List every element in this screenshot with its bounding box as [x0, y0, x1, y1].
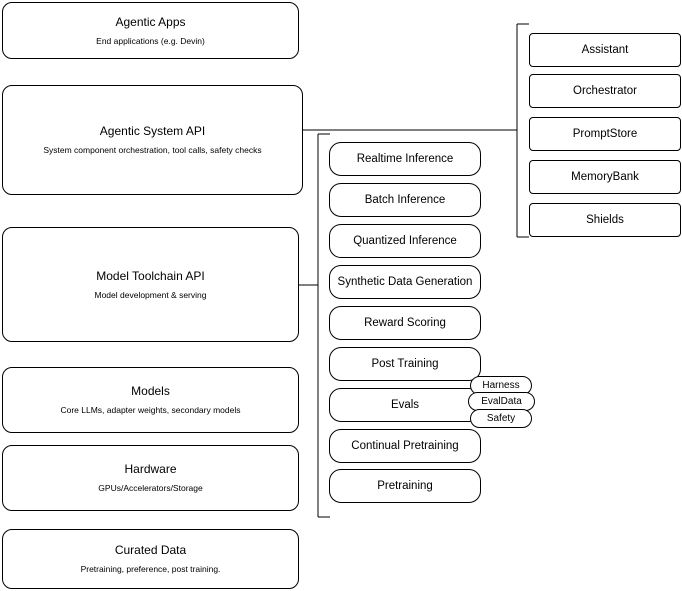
layer-title: Curated Data — [114, 543, 187, 557]
component-realtime-inference[interactable] — [329, 142, 481, 176]
component-label: Shields — [586, 214, 624, 226]
component-label: Batch Inference — [364, 194, 446, 206]
layer-subtitle: GPUs/Accelerators/Storage — [98, 483, 203, 493]
stack-layer-agentic-system-api[interactable] — [2, 85, 303, 195]
layer-subtitle: Model development & serving — [94, 289, 207, 300]
component-pretraining[interactable] — [329, 469, 481, 503]
layer-subtitle: System component orchestration, tool calls, safety checks — [43, 145, 262, 155]
stack-layer-curated-data[interactable] — [2, 529, 299, 589]
stack-layer-models[interactable] — [2, 367, 299, 433]
layer-subtitle: Pretraining, preference, post training. — [80, 564, 221, 574]
layer-title: Agentic Apps — [115, 14, 186, 29]
component-label: Safety — [486, 413, 516, 424]
component-label: Post Training — [371, 358, 439, 370]
component-reward-scoring[interactable] — [329, 306, 481, 340]
component-assistant[interactable] — [529, 33, 681, 67]
component-batch-inference[interactable] — [329, 183, 481, 217]
component-label: Continual Pretraining — [351, 440, 459, 452]
component-continual-pretraining[interactable] — [329, 429, 481, 463]
layer-subtitle: Core LLMs, adapter weights, secondary models — [60, 405, 241, 415]
component-memorybank[interactable] — [529, 160, 681, 194]
component-evals[interactable] — [329, 388, 481, 422]
component-promptstore[interactable] — [529, 117, 681, 151]
component-label: Reward Scoring — [364, 317, 446, 329]
component-label: PromptStore — [572, 128, 638, 140]
layer-title: Models — [131, 384, 170, 398]
component-label: Harness — [482, 380, 520, 391]
stack-layer-model-toolchain-api[interactable] — [2, 227, 299, 342]
layer-subtitle: End applications (e.g. Devin) — [96, 35, 205, 46]
component-label: Assistant — [581, 44, 629, 56]
component-label: Pretraining — [377, 480, 433, 492]
layer-title: Model Toolchain API — [96, 268, 205, 283]
layer-title: Agentic System API — [99, 124, 206, 138]
component-label: Evals — [390, 399, 420, 411]
component-shields[interactable] — [529, 203, 681, 237]
component-safety[interactable] — [470, 409, 532, 428]
stack-layer-hardware[interactable] — [2, 445, 299, 511]
component-label: Synthetic Data Generation — [337, 276, 473, 288]
component-orchestrator[interactable] — [529, 74, 681, 108]
layer-title: Hardware — [124, 462, 177, 476]
component-synthetic-data-generation[interactable] — [329, 265, 481, 299]
component-label: Realtime Inference — [356, 153, 454, 165]
component-label: EvalData — [481, 396, 522, 407]
component-label: MemoryBank — [571, 171, 639, 183]
component-label: Orchestrator — [573, 85, 637, 97]
component-label: Quantized Inference — [353, 235, 457, 247]
component-quantized-inference[interactable] — [329, 224, 481, 258]
component-post-training[interactable] — [329, 347, 481, 381]
stack-layer-agentic-apps[interactable] — [2, 2, 299, 59]
